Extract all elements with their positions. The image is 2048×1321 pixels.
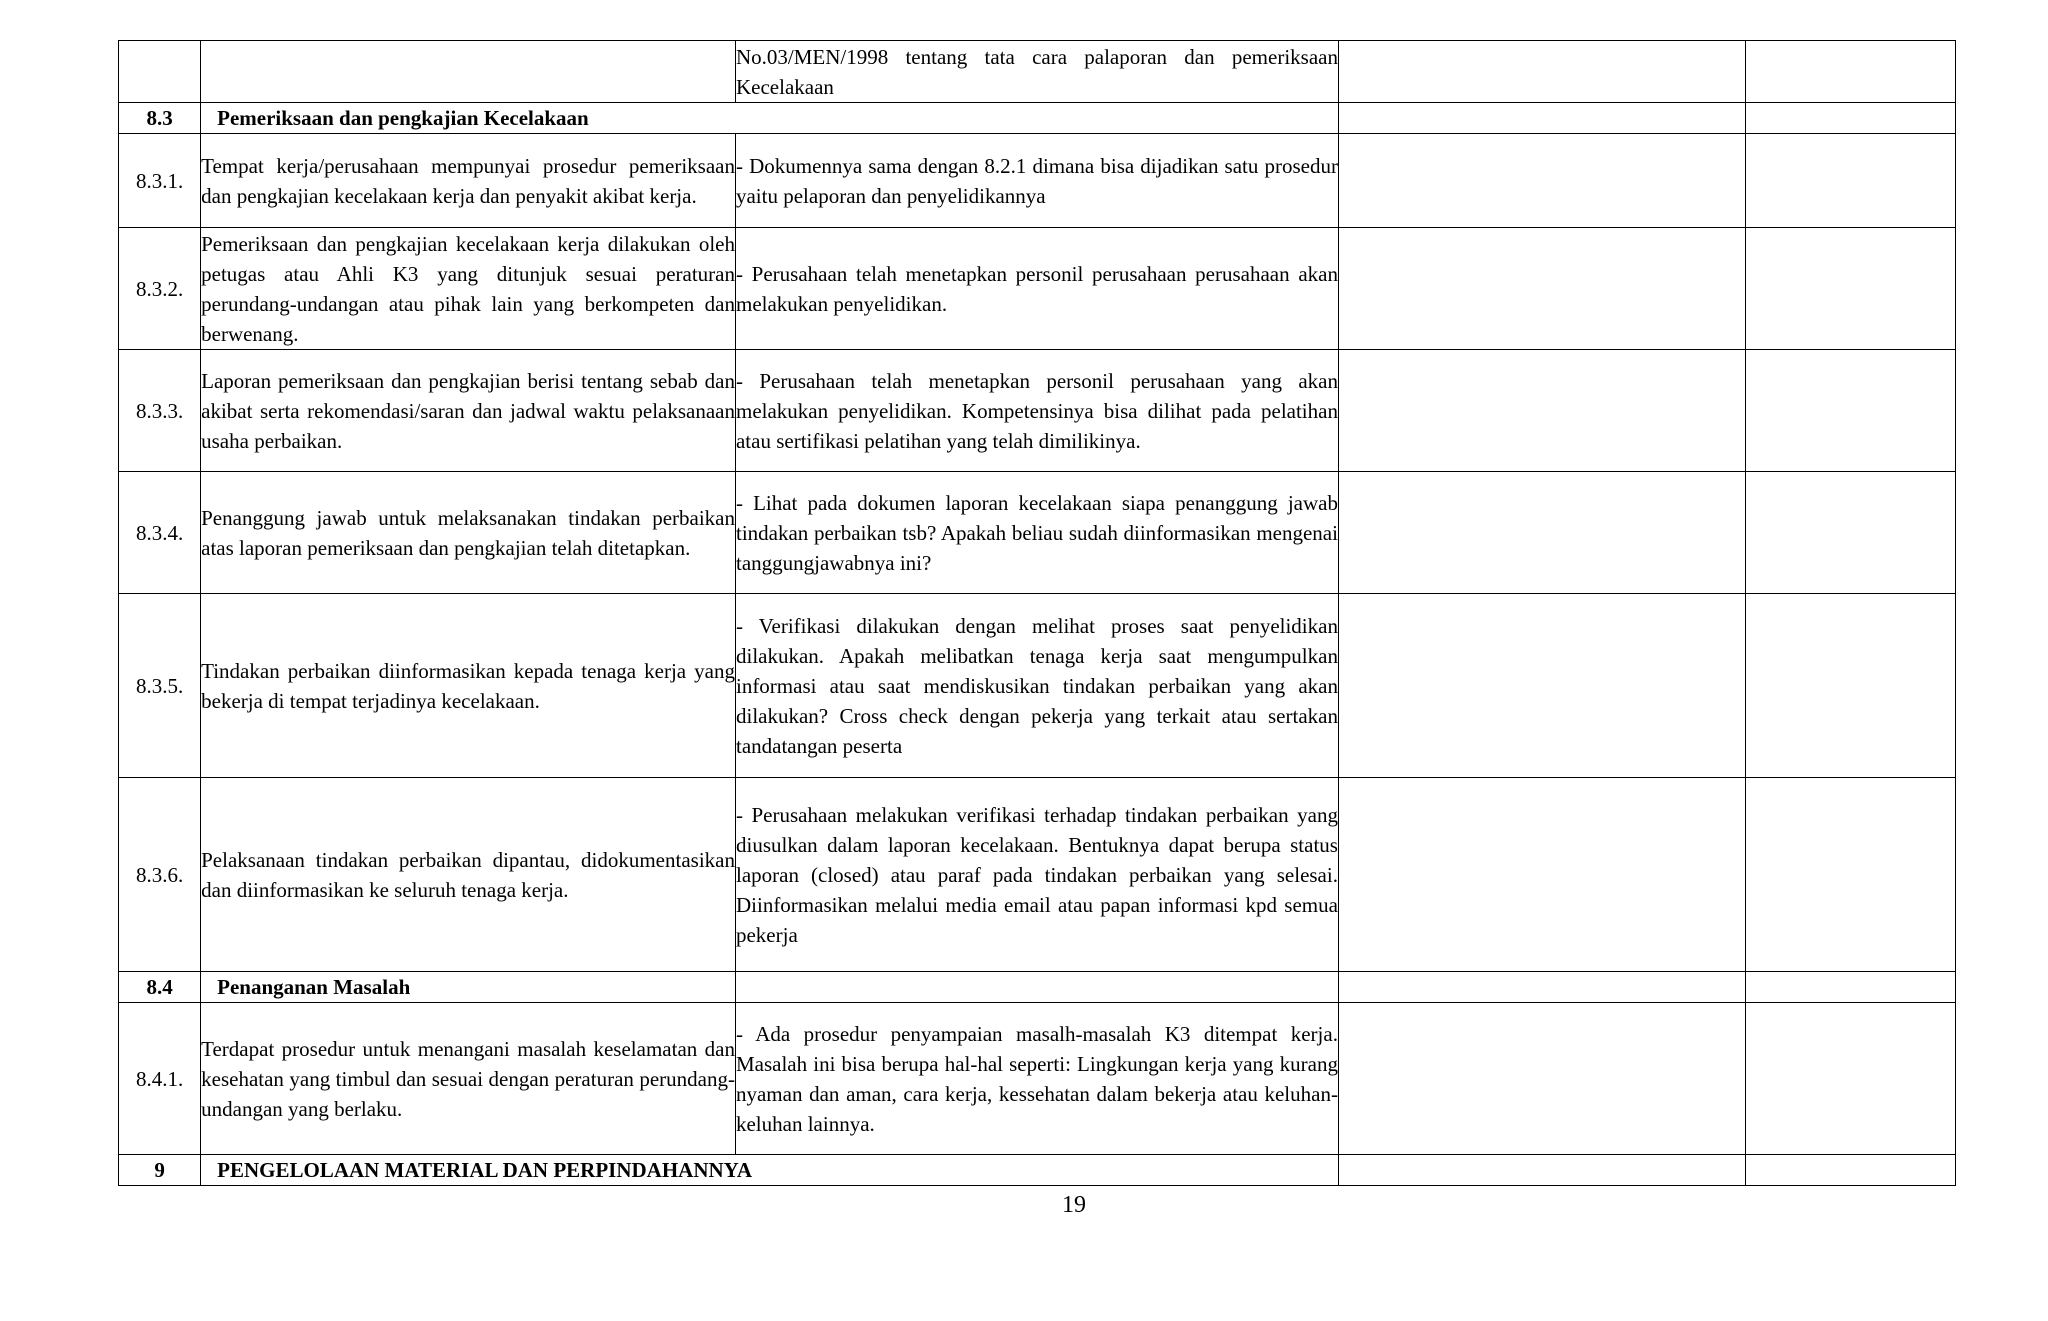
clause-number: 8.4.1. [119, 1003, 201, 1155]
table-row [119, 1003, 1956, 1155]
section-row [119, 1155, 1956, 1186]
audit-checklist-table [118, 40, 1956, 1186]
finding-cell [1338, 472, 1745, 594]
remark-cell [1745, 972, 1955, 1003]
section-title: PENGELOLAAN MATERIAL DAN PERPINDAHANNYA [201, 1155, 1339, 1186]
table-row [119, 594, 1956, 778]
finding-cell [1338, 594, 1745, 778]
table-row [119, 778, 1956, 972]
section-number: 8.4 [119, 972, 201, 1003]
evidence-cell [735, 972, 1338, 1003]
remark-cell [1745, 228, 1955, 350]
section-number: 8.3 [119, 103, 201, 134]
evidence-text: - Verifikasi dilakukan dengan melihat proses saat penyelidikan dilakukan. Apakah melibatkan tenaga kerja saat mengumpulkan informasi atau saat mendiskusikan tindakan perbaikan yang akan dilakukan? Cross check dengan pekerja yang terkait atau sertakan tandatangan peserta [735, 594, 1338, 778]
requirement-text: Tempat kerja/perusahaan mempunyai prosedur pemeriksaan dan pengkajian kecelakaan kerja dan penyakit akibat kerja. [201, 134, 736, 228]
evidence-cell: No.03/MEN/1998 tentang tata cara palaporan dan pemeriksaan Kecelakaan [735, 41, 1338, 103]
remark-cell [1745, 778, 1955, 972]
remark-cell [1745, 1003, 1955, 1155]
evidence-text: - Perusahaan melakukan verifikasi terhadap tindakan perbaikan yang diusulkan dalam laporan kecelakaan. Bentuknya dapat berupa status laporan (closed) atau paraf pada tindakan perbaikan yang selesai. Diinformasikan melalui media email atau papan informasi kpd semua pekerja [735, 778, 1338, 972]
table-row [119, 134, 1956, 228]
requirement-text: Penanggung jawab untuk melaksanakan tindakan perbaikan atas laporan pemeriksaan dan pengkajian telah ditetapkan. [201, 472, 736, 594]
finding-cell [1338, 228, 1745, 350]
finding-cell [1338, 1003, 1745, 1155]
clause-number: 8.3.6. [119, 778, 201, 972]
page-number: 19 [1062, 1192, 1086, 1218]
requirement-cell [201, 41, 736, 103]
table-row [119, 228, 1956, 350]
finding-cell [1338, 134, 1745, 228]
finding-cell [1338, 778, 1745, 972]
clause-number-cell [119, 41, 201, 103]
section-title: Penanganan Masalah [201, 972, 736, 1003]
section-title: Pemeriksaan dan pengkajian Kecelakaan [201, 103, 1339, 134]
remark-cell [1745, 472, 1955, 594]
requirement-text: Tindakan perbaikan diinformasikan kepada tenaga kerja yang bekerja di tempat terjadinya kecelakaan. [201, 594, 736, 778]
requirement-text: Laporan pemeriksaan dan pengkajian berisi tentang sebab dan akibat serta rekomendasi/saran dan jadwal waktu pelaksanaan usaha perbaikan. [201, 350, 736, 472]
finding-cell [1338, 350, 1745, 472]
table-row [119, 350, 1956, 472]
finding-cell [1338, 103, 1745, 134]
clause-number: 8.3.4. [119, 472, 201, 594]
section-number: 9 [119, 1155, 201, 1186]
clause-number: 8.3.5. [119, 594, 201, 778]
remark-cell [1745, 134, 1955, 228]
remark-cell [1745, 103, 1955, 134]
clause-number: 8.3.1. [119, 134, 201, 228]
clause-number: 8.3.3. [119, 350, 201, 472]
finding-cell [1338, 41, 1745, 103]
evidence-text: - Dokumennya sama dengan 8.2.1 dimana bisa dijadikan satu prosedur yaitu pelaporan dan penyelidikannya [735, 134, 1338, 228]
remark-cell [1745, 594, 1955, 778]
evidence-text: - Perusahaan telah menetapkan personil perusahaan yang akan melakukan penyelidikan. Kompetensinya bisa dilihat pada pelatihan atau sertifikasi pelatihan yang telah dimilikinya. [735, 350, 1338, 472]
finding-cell [1338, 1155, 1745, 1186]
remark-cell [1745, 1155, 1955, 1186]
requirement-text: Pelaksanaan tindakan perbaikan dipantau, didokumentasikan dan diinformasikan ke seluruh tenaga kerja. [201, 778, 736, 972]
section-row [119, 103, 1956, 134]
finding-cell [1338, 972, 1745, 1003]
remark-cell [1745, 41, 1955, 103]
table-row [119, 472, 1956, 594]
evidence-text: - Perusahaan telah menetapkan personil perusahaan perusahaan akan melakukan penyelidikan. [735, 228, 1338, 350]
requirement-text: Terdapat prosedur untuk menangani masalah keselamatan dan kesehatan yang timbul dan sesuai dengan peraturan perundang-undangan yang berlaku. [201, 1003, 736, 1155]
clause-number: 8.3.2. [119, 228, 201, 350]
evidence-text: - Ada prosedur penyampaian masalh-masalah K3 ditempat kerja. Masalah ini bisa berupa hal-hal seperti: Lingkungan kerja yang kurang nyaman dan aman, cara kerja, kessehatan dalam bekerja atau keluhan-keluhan lainnya. [735, 1003, 1338, 1155]
table-row [119, 41, 1956, 103]
section-row [119, 972, 1956, 1003]
remark-cell [1745, 350, 1955, 472]
requirement-text: Pemeriksaan dan pengkajian kecelakaan kerja dilakukan oleh petugas atau Ahli K3 yang ditunjuk sesuai peraturan perundang-undangan atau pihak lain yang berkompeten dan berwenang. [201, 228, 736, 350]
evidence-text: - Lihat pada dokumen laporan kecelakaan siapa penanggung jawab tindakan perbaikan tsb? Apakah beliau sudah diinformasikan mengenai tanggungjawabnya ini? [735, 472, 1338, 594]
